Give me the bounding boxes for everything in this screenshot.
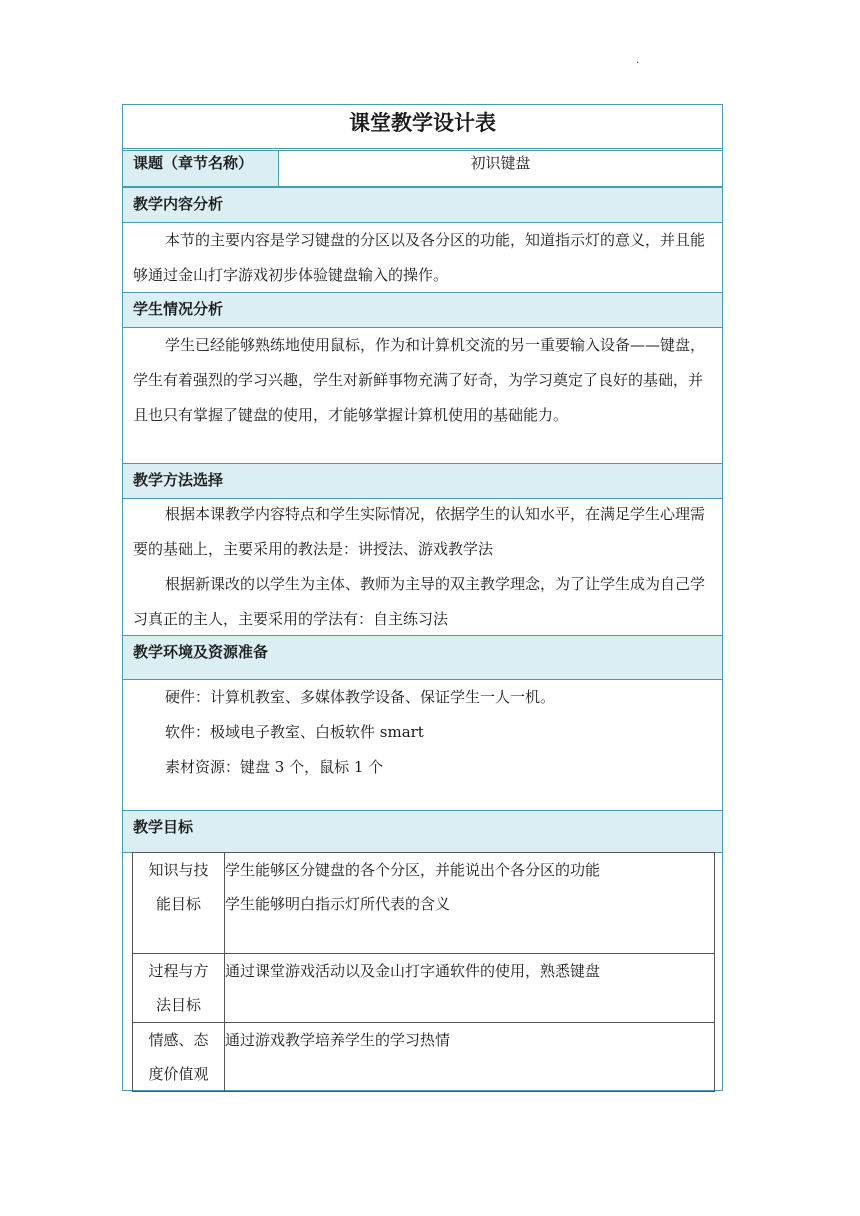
environment-hardware: 硬件：计算机教室、多媒体教学设备、保证学生一人一机。 (165, 688, 556, 706)
objective-text-process (225, 954, 715, 1023)
lesson-plan-table (122, 104, 723, 1091)
objective-row-process (133, 954, 715, 1023)
objective-label-line: 情感、态 (148, 1031, 209, 1049)
student-analysis-paragraph: 学生已经能够熟练地使用鼠标，作为和计算机交流的另一重要输入设备——键盘，学生有着强烈的学习兴趣，学生对新鲜事物充满了好奇，为学习奠定了良好的基础，并且也只有掌握了键盘的使用，才能够掌握计算机使用的基础能力。 (133, 336, 706, 424)
content-analysis-heading: 教学内容分析 (123, 187, 722, 223)
objective-line: 学生能够区分键盘的各个分区，并能说出个各分区的功能 (225, 861, 601, 879)
objective-text-attitude (225, 1023, 715, 1092)
objective-text-knowledge (225, 853, 715, 954)
environment-software: 软件：极域电子教室、白板软件 smart (165, 723, 424, 741)
objective-label-process (133, 954, 225, 1023)
objective-label-line: 知识与技 (148, 861, 209, 879)
objective-row-knowledge (133, 853, 715, 954)
objective-row-attitude (133, 1023, 715, 1092)
objective-line: 通过游戏教学培养学生的学习热情 (225, 1031, 451, 1049)
objective-label-knowledge (133, 853, 225, 954)
chapter-row (123, 151, 722, 187)
method-body (123, 497, 722, 635)
objective-line: 学生能够明白指示灯所代表的含义 (225, 895, 451, 913)
objectives-heading: 教学目标 (123, 810, 722, 853)
student-analysis-heading: 学生情况分析 (123, 292, 722, 328)
environment-materials: 素材资源：键盘 3 个，鼠标 1 个 (165, 758, 384, 776)
method-paragraph-learning: 根据新课改的以学生为主体、教师为主导的双主教学理念，为了让学生成为自己学习真正的主人，主要采用的学法有：自主练习法 (133, 575, 706, 628)
objective-label-attitude (133, 1023, 225, 1092)
page-title: 课堂教学设计表 (123, 105, 722, 151)
objective-label-line: 过程与方 (148, 962, 209, 980)
content-analysis-paragraph: 本节的主要内容是学习键盘的分区以及各分区的功能，知道指示灯的意义，并且能够通过金山打字游戏初步体验键盘输入的操作。 (133, 231, 706, 284)
chapter-label: 课题（章节名称） (123, 151, 279, 186)
objective-label-line: 能目标 (155, 895, 201, 913)
method-heading: 教学方法选择 (123, 463, 722, 499)
environment-body (123, 680, 722, 810)
objective-line: 通过课堂游戏活动以及金山打字通软件的使用，熟悉键盘 (225, 962, 601, 980)
content-analysis-body (123, 223, 722, 293)
environment-heading: 教学环境及资源准备 (123, 635, 722, 680)
method-paragraph-teaching: 根据本课教学内容特点和学生实际情况，依据学生的认知水平，在满足学生心理需要的基础上，主要采用的教法是：讲授法、游戏教学法 (133, 505, 706, 558)
objectives-table (132, 852, 715, 1092)
header-mark: . (636, 55, 640, 66)
objective-label-line: 法目标 (155, 996, 201, 1014)
objective-label-line: 度价值观 (148, 1065, 209, 1083)
student-analysis-body (123, 328, 722, 465)
chapter-value: 初识键盘 (470, 154, 531, 172)
